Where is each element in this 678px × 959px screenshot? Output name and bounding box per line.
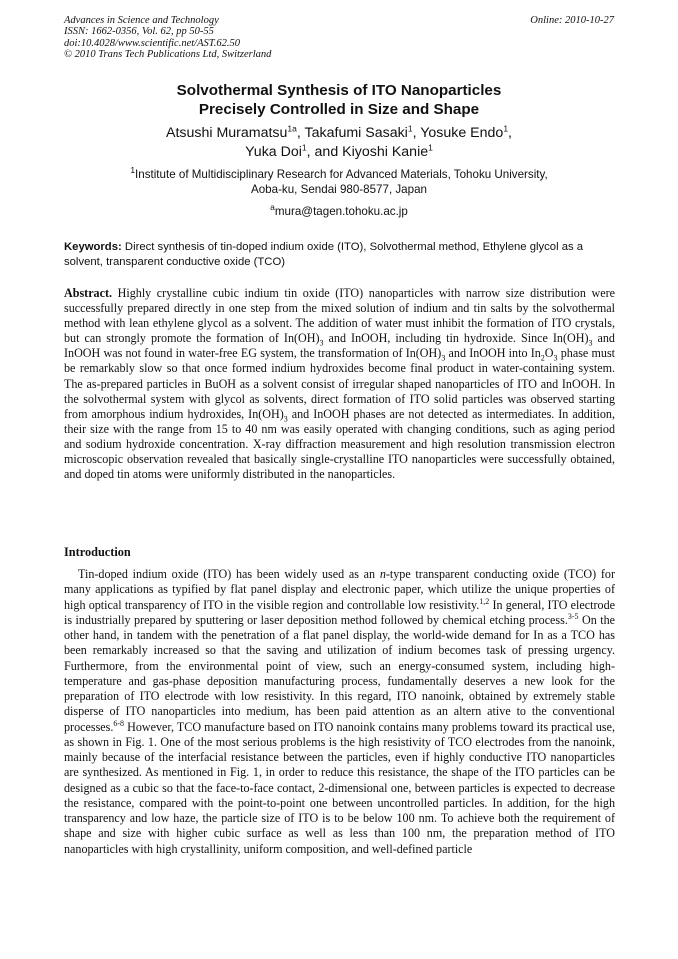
- issn-line: ISSN: 1662-0356, Vol. 62, pp 50-55: [64, 26, 214, 38]
- doi-line[interactable]: doi:10.4028/www.scientific.net/AST.62.50: [64, 37, 241, 49]
- author-name: Yuka Doi: [245, 143, 302, 160]
- citation-ref[interactable]: 3-5: [567, 611, 579, 621]
- paper-title: [64, 81, 614, 119]
- author-name: Yosuke Endo: [420, 125, 504, 141]
- introduction-heading: Introduction: [64, 545, 131, 559]
- keywords-text: Direct synthesis of tin-doped indium oxide (ITO), Solvothermal method, Ethylene glycol as a solvent, transparent conductive oxide (TCO): [64, 241, 584, 268]
- keywords-block: [64, 240, 615, 269]
- author-name: Takafumi Sasaki: [304, 125, 408, 141]
- keywords-label: Keywords:: [64, 241, 122, 253]
- author-list: Atsushi Muramatsu$^{1a}$, Takafumi Sasaki$^1$, Yosuke Endo$^1$, Yuka Doi$^1$, and Kiyoshi Kanie$^1$: [165, 123, 512, 160]
- affiliation: $^1$Institute of Multidisciplinary Research for Advanced Materials, Tohoku University, Aoba-ku, Sendai 980-8577, Japan: [130, 165, 548, 196]
- abstract-label: Abstract.: [64, 286, 113, 300]
- journal-header: [64, 15, 271, 60]
- email-address[interactable]: mura@tagen.tohoku.ac.jp: [274, 205, 408, 218]
- author-affil-mark: 1: [503, 123, 509, 134]
- copyright-line: © 2010 Trans Tech Publications Ltd, Switzerland: [64, 48, 272, 60]
- author-email: $^a$mura@tagen.tohoku.ac.jp: [270, 202, 408, 218]
- author-affil-mark: 1: [301, 141, 307, 152]
- online-date: Online: 2010-10-27: [530, 15, 614, 26]
- journal-name: Advances in Science and Technology: [64, 15, 219, 26]
- introduction-paragraph: Tin-doped indium oxide (ITO) has been widely used as an n-type transparent conducting oxide (TCO) for many applications as typified by flat panel display and electronic paper, which utilize the unique properties of high optical transparency of ITO in the visible region and controllable low resistivity.$^{1,2}$ In general, ITO electrode is industrially prepared by sputtering or laser deposition method followed by chemical etching process.$^{3-5}$ On the other hand, in tandem with the penetration of a flat panel display, the world-wide demand for In as a TCO has been remarkably increased so that the saving and utilization of indium becomes task of pressing urgency. Furthermore, from the environmental point of view, such an energy-consumed system, including high-temperature and gas-phase deposition manufacturing process, fundamentally deserves a new look for the preparation of ITO electrode with low resistivity. In this regard, ITO nanoink, obtained by extremely stable disperse of ITO nanoparticles into medium, has been paid attention as an altern ative to the conventional processes.$^{6-8}$ However, TCO manufacture based on ITO nanoink contains many problems toward its practical use, as shown in Fig. 1. One of the most serious problems is the high resistivity of TCO electrodes from the nanoink, mainly because of the interfacial resistance between the particles, even if highly conductive ITO nanoparticles are synthesized. As mentioned in Fig. 1, in order to reduce this resistance, the shape of the ITO particles can be designed as a cubic so that the face-to-face contact, 2-dimensional one, between particles is expected to decrease the resistance, compared with the point-to-point one between uncontrolled particles. In addition, for the high transparency and low haze, the particle size of ITO is to be below 100 nm. To achieve both the requirement of shape and size with higher cubic surface as well as less than 100 nm, the preparation method of ITO nanoparticles with high crystallinity, uniform composition, and well-defined particle: [64, 567, 615, 856]
- author-affil-mark: 1: [407, 123, 413, 134]
- title-line-2: Precisely Controlled in Size and Shape: [198, 101, 480, 118]
- author-name: Atsushi Muramatsu: [165, 125, 288, 141]
- author-affil-mark: 1a: [287, 123, 297, 134]
- abstract-block: Abstract. Highly crystalline cubic indium tin oxide (ITO) nanoparticles with narrow size distribution were successfully prepared directly in one step from the mixed solution of indium and tin salts by the solvothermal method with lean ethylene glycol as a solvent. The addition of water must inhibit the formation of ITO crystals, but can strongly promote the formation of $In(OH)_3$ and InOOH, including tin hydroxide. Since $In(OH)_3$ and InOOH was not found in water-free EG system, the transformation of $In(OH)_3$ and InOOH into $In_2O_3$ phase must be remarkably slow so that once formed indium hydroxides become final product in water-containing system. The as-prepared particles in BuOH as a solvent consist of irregular shaped nanoparticles of ITO and InOOH. In the solvothermal system with glycol as solvents, direct formation of ITO solid particles was observed starting from amorphous indium hydroxides, $In(OH)_3$ and InOOH phases are not detected as intermediates. In addition, their size with the range from 15 to 40 nm was easily operated with changing conditions, such as aging period and sodium hydroxide concentration. X-ray diffraction measurement and high resolution transmission electron microscopic observation revealed that basically single-crystalline ITO nanoparticles were successfully obtained, and doped tin atoms were uniformly distributed in the nanoparticles.: [64, 286, 616, 482]
- title-line-1: Solvothermal Synthesis of ITO Nanoparticles: [176, 82, 502, 99]
- author-affil-mark: 1: [428, 141, 433, 152]
- citation-ref[interactable]: 6-8: [113, 718, 125, 728]
- author-name: Kiyoshi Kanie: [342, 143, 429, 160]
- citation-ref[interactable]: 1,2: [479, 596, 490, 606]
